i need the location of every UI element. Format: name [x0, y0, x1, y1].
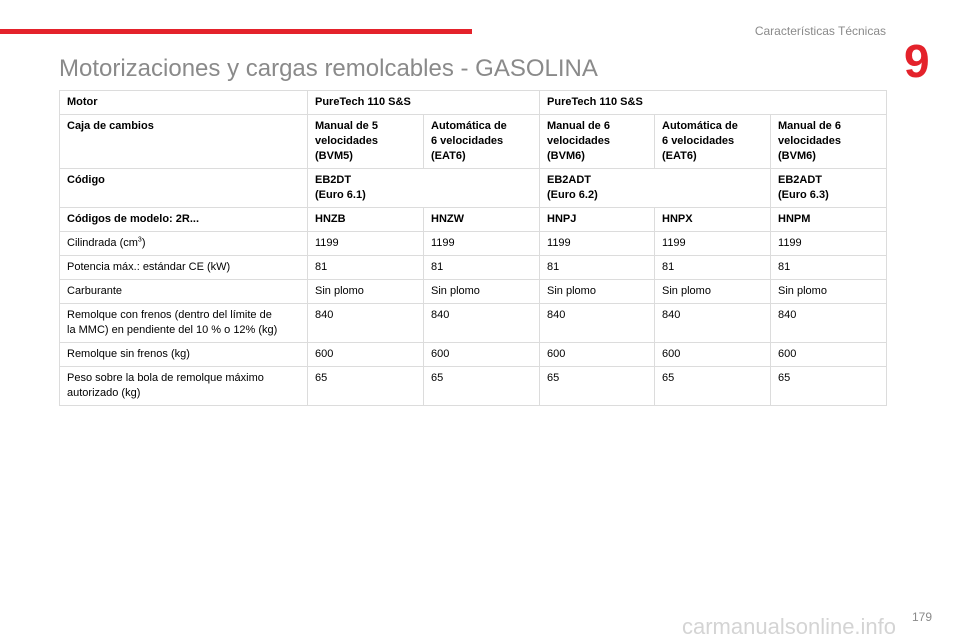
- table-row-towball-load: [60, 367, 887, 406]
- braked-trailer-cell: 840: [540, 304, 655, 343]
- towball-load-cell: 65: [655, 367, 771, 406]
- unbraked-trailer-cell: 600: [308, 343, 424, 367]
- power-cell: 81: [655, 256, 771, 280]
- row-label-towball-load: Peso sobre la bola de remolque máximo autorizado (kg): [60, 367, 308, 406]
- displacement-cell: 1199: [308, 232, 424, 256]
- fuel-cell: Sin plomo: [771, 280, 887, 304]
- row-label-displacement: Cilindrada $(cm^3)$: [60, 232, 308, 256]
- gearbox-cell-5: Manual de 6 velocidades (BVM6): [771, 115, 887, 169]
- row-label-model-codes: Códigos de modelo: 2R...: [60, 208, 308, 232]
- gearbox-cell-3: Manual de 6 velocidades (BVM6): [540, 115, 655, 169]
- chapter-number: 9: [904, 35, 930, 87]
- table-row-displacement: [60, 232, 887, 256]
- gearbox-cell-2: Automática de 6 velocidades (EAT6): [424, 115, 540, 169]
- fuel-cell: Sin plomo: [308, 280, 424, 304]
- row-label-gearbox: Caja de cambios: [60, 115, 308, 169]
- fuel-cell: Sin plomo: [424, 280, 540, 304]
- power-cell: 81: [308, 256, 424, 280]
- page-number: 179: [912, 610, 933, 624]
- section-title: Características Técnicas: [754, 24, 886, 38]
- braked-trailer-cell: 840: [655, 304, 771, 343]
- power-cell: 81: [540, 256, 655, 280]
- motor-value-1: PureTech 110 S&S: [308, 91, 540, 115]
- row-label-power: Potencia máx.: estándar CE (kW): [60, 256, 308, 280]
- towball-load-cell: 65: [771, 367, 887, 406]
- model-code-cell: HNPM: [771, 208, 887, 232]
- table-row-power: [60, 256, 887, 280]
- unbraked-trailer-cell: 600: [540, 343, 655, 367]
- table-row-model-codes: [60, 208, 887, 232]
- model-code-cell: HNPJ: [540, 208, 655, 232]
- gearbox-cell-4: Automática de 6 velocidades (EAT6): [655, 115, 771, 169]
- table-row-unbraked-trailer: [60, 343, 887, 367]
- braked-trailer-cell: 840: [771, 304, 887, 343]
- power-cell: 81: [424, 256, 540, 280]
- unbraked-trailer-cell: 600: [424, 343, 540, 367]
- code-cell-3: EB2ADT (Euro 6.3): [771, 169, 887, 208]
- displacement-cell: 1199: [540, 232, 655, 256]
- table-row-gearbox: [60, 115, 887, 169]
- row-label-code: Código: [60, 169, 308, 208]
- fuel-cell: Sin plomo: [540, 280, 655, 304]
- unbraked-trailer-cell: 600: [771, 343, 887, 367]
- displacement-cell: 1199: [424, 232, 540, 256]
- towball-load-cell: 65: [540, 367, 655, 406]
- towball-load-cell: 65: [424, 367, 540, 406]
- gearbox-cell-1: Manual de 5 velocidades (BVM5): [308, 115, 424, 169]
- table-row-motor: [60, 91, 887, 115]
- watermark: carmanualsonline.info: [682, 614, 897, 639]
- braked-trailer-cell: 840: [424, 304, 540, 343]
- header-accent-bar: [0, 29, 472, 34]
- towball-load-cell: 65: [308, 367, 424, 406]
- page-title: Motorizaciones y cargas remolcables - GASOLINA: [59, 55, 598, 82]
- fuel-cell: Sin plomo: [655, 280, 771, 304]
- table-row-braked-trailer: [60, 304, 887, 343]
- specs-table: [59, 90, 887, 406]
- unbraked-trailer-cell: 600: [655, 343, 771, 367]
- code-cell-1: EB2DT (Euro 6.1): [308, 169, 540, 208]
- model-code-cell: HNZB: [308, 208, 424, 232]
- model-code-cell: HNPX: [655, 208, 771, 232]
- row-label-braked-trailer: Remolque con frenos (dentro del límite de la MMC) en pendiente del 10 % o 12% (kg): [60, 304, 308, 343]
- power-cell: 81: [771, 256, 887, 280]
- displacement-cell: 1199: [655, 232, 771, 256]
- table-row-fuel: [60, 280, 887, 304]
- row-label-unbraked-trailer: Remolque sin frenos (kg): [60, 343, 308, 367]
- displacement-cell: 1199: [771, 232, 887, 256]
- braked-trailer-cell: 840: [308, 304, 424, 343]
- row-label-fuel: Carburante: [60, 280, 308, 304]
- row-label-motor: Motor: [60, 91, 308, 115]
- model-code-cell: HNZW: [424, 208, 540, 232]
- motor-value-2: PureTech 110 S&S: [540, 91, 887, 115]
- table-row-code: [60, 169, 887, 208]
- code-cell-2: EB2ADT (Euro 6.2): [540, 169, 771, 208]
